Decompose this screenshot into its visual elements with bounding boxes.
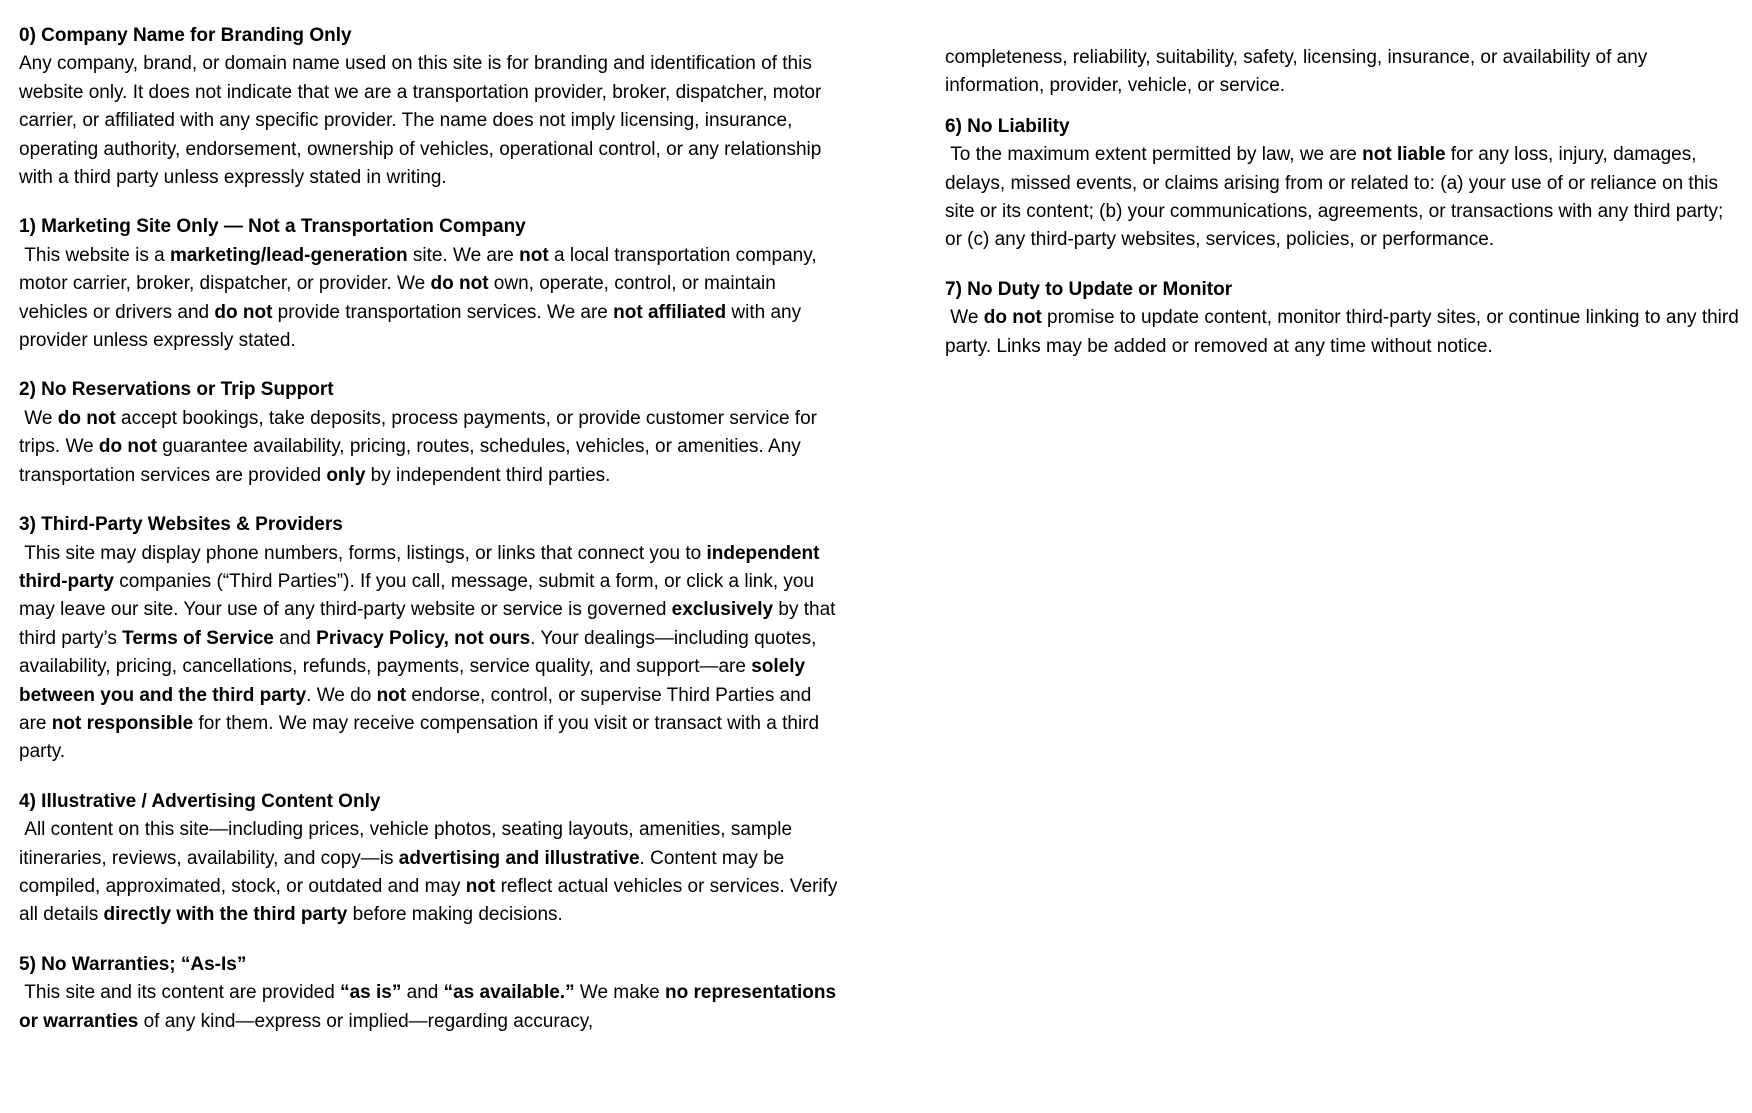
text-run: for any loss, injury, damages, delays, missed events, or claims arising from or related to: (a) your use of or reliance on this site or its content; (b) your communications, agreements, or transactions with any third party; or (c) any third-party websites, services, policies, or performance. (945, 144, 1729, 251)
text-run: provide transportation services. We are (272, 301, 614, 323)
text-run: This site and its content are provided (19, 982, 341, 1004)
section-paragraph (19, 242, 843, 356)
section-paragraph (19, 50, 843, 192)
text-run: promise to update content, monitor third-party sites, or continue linking to any third party. Links may be added or removed at any time without notice. (945, 307, 1745, 357)
text-run: completeness, reliability, suitability, safety, licensing, insurance, or availability of any information, provider, vehicle, or service. (945, 47, 1653, 97)
section (19, 951, 843, 1036)
bold-text-run: solely between you and the third party (19, 656, 811, 706)
text-run: . Content may be compiled, approximated, stock, or outdated and may (19, 847, 790, 897)
bold-text-run: do not (214, 301, 273, 323)
text-run: . Your dealings—including quotes, availability, pricing, cancellations, refunds, payments, service quality, and support—are (19, 627, 822, 678)
bold-text-run: “as available.” (443, 982, 575, 1004)
section-heading: 3) Third-Party Websites & Providers (19, 514, 343, 536)
section-paragraph (19, 540, 843, 767)
text-run: Any company, brand, or domain name used on this site is for branding and identification of this website only. It does not indicate that we are a transportation provider, broker, dispatcher, motor carrier, or affiliated with any specific provider. The name does not imply licensing, insurance, operating authority, endorsement, ownership of vehicles, operational control, or any relationship with a third party unless expressly stated in writing. (19, 53, 827, 189)
bold-text-run: not (519, 244, 549, 266)
section-heading: 0) Company Name for Branding Only (19, 25, 352, 46)
section-heading: 2) No Reservations or Trip Support (19, 379, 334, 401)
section-heading: 5) No Warranties; “As-Is” (19, 953, 247, 975)
text-run: All content on this site—including prices, vehicle photos, seating layouts, amenities, sample itineraries, reviews, availability, and copy—is (19, 819, 798, 869)
paragraph-continuation (945, 44, 1745, 101)
section (945, 276, 1745, 361)
section-heading: 6) No Liability (945, 115, 1070, 137)
document-column-left (19, 22, 843, 1036)
text-run: companies (“Third Parties”). If you call, message, submit a form, or click a link, you may leave our site. Your use of any third-party website or service is governed (19, 570, 820, 621)
bold-text-run: not liable (1362, 144, 1446, 166)
section (19, 213, 843, 355)
bold-text-run: do not (57, 407, 116, 429)
bold-text-run: not (376, 684, 407, 706)
bold-text-run: not affiliated (613, 301, 727, 323)
bold-text-run: not responsible (51, 712, 194, 734)
text-run: site. We are (407, 244, 520, 266)
text-run: To the maximum extent permitted by law, we are (945, 144, 1363, 166)
text-run: . We do (306, 684, 377, 706)
section-paragraph (19, 405, 843, 490)
section-heading: 4) Illustrative / Advertising Content Only (19, 790, 381, 812)
section-heading: 7) No Duty to Update or Monitor (945, 278, 1233, 300)
section-paragraph (19, 816, 843, 930)
section-heading: 1) Marketing Site Only — Not a Transportation Company (19, 216, 526, 238)
text-run: accept bookings, take deposits, process payments, or provide customer service for trips. We (19, 407, 823, 458)
bold-text-run: no representations or warranties (19, 982, 842, 1032)
text-run: before making decisions. (347, 904, 563, 926)
section (19, 788, 843, 930)
text-run: of any kind—express or implied—regarding accuracy, (138, 1010, 594, 1032)
text-run: guarantee availability, pricing, routes, schedules, vehicles, or amenities. Any transportation services are provided (19, 436, 807, 486)
bold-text-run: exclusively (671, 599, 774, 621)
section (19, 511, 843, 767)
text-run: and (273, 627, 317, 649)
section-paragraph (945, 141, 1745, 255)
bold-text-run: directly with the third party (103, 904, 348, 926)
bold-text-run: “as is” (340, 982, 402, 1004)
section (945, 113, 1745, 255)
text-run: reflect actual vehicles or services. Verify all details (19, 875, 843, 926)
text-run: with any provider unless expressly stated. (19, 301, 807, 352)
bold-text-run: do not (430, 273, 489, 295)
bold-text-run: marketing/lead-generation (170, 244, 408, 266)
bold-text-run: Terms of Service (122, 627, 274, 649)
section (19, 22, 843, 192)
bold-text-run: Privacy Policy, not ours (316, 627, 531, 649)
text-run: a local transportation company, motor carrier, broker, dispatcher, or provider. We (19, 244, 822, 295)
text-run: own, operate, control, or maintain vehicles or drivers and (19, 273, 782, 323)
text-run: We (945, 307, 984, 329)
text-run: by that third party’s (19, 599, 841, 649)
text-run: for them. We may receive compensation if you visit or transact with a third party. (19, 712, 825, 763)
bold-text-run: do not (98, 436, 157, 458)
document-column-right (945, 44, 1745, 361)
section-paragraph (19, 979, 843, 1036)
text-run: and (401, 982, 444, 1004)
section-continuation (945, 44, 1745, 101)
text-run: by independent third parties. (365, 464, 611, 486)
section-paragraph (945, 304, 1745, 361)
section (19, 376, 843, 490)
bold-text-run: advertising and illustrative (398, 847, 640, 869)
text-run: This site may display phone numbers, forms, listings, or links that connect you to (19, 542, 707, 564)
bold-text-run: do not (983, 307, 1042, 329)
bold-text-run: not (465, 875, 496, 897)
bold-text-run: only (326, 464, 366, 486)
bold-text-run: independent third-party (19, 542, 825, 592)
text-run: This website is a (19, 244, 171, 266)
text-run: We (19, 407, 58, 429)
text-run: endorse, control, or supervise Third Parties and are (19, 684, 817, 734)
text-run: We make (574, 982, 666, 1004)
